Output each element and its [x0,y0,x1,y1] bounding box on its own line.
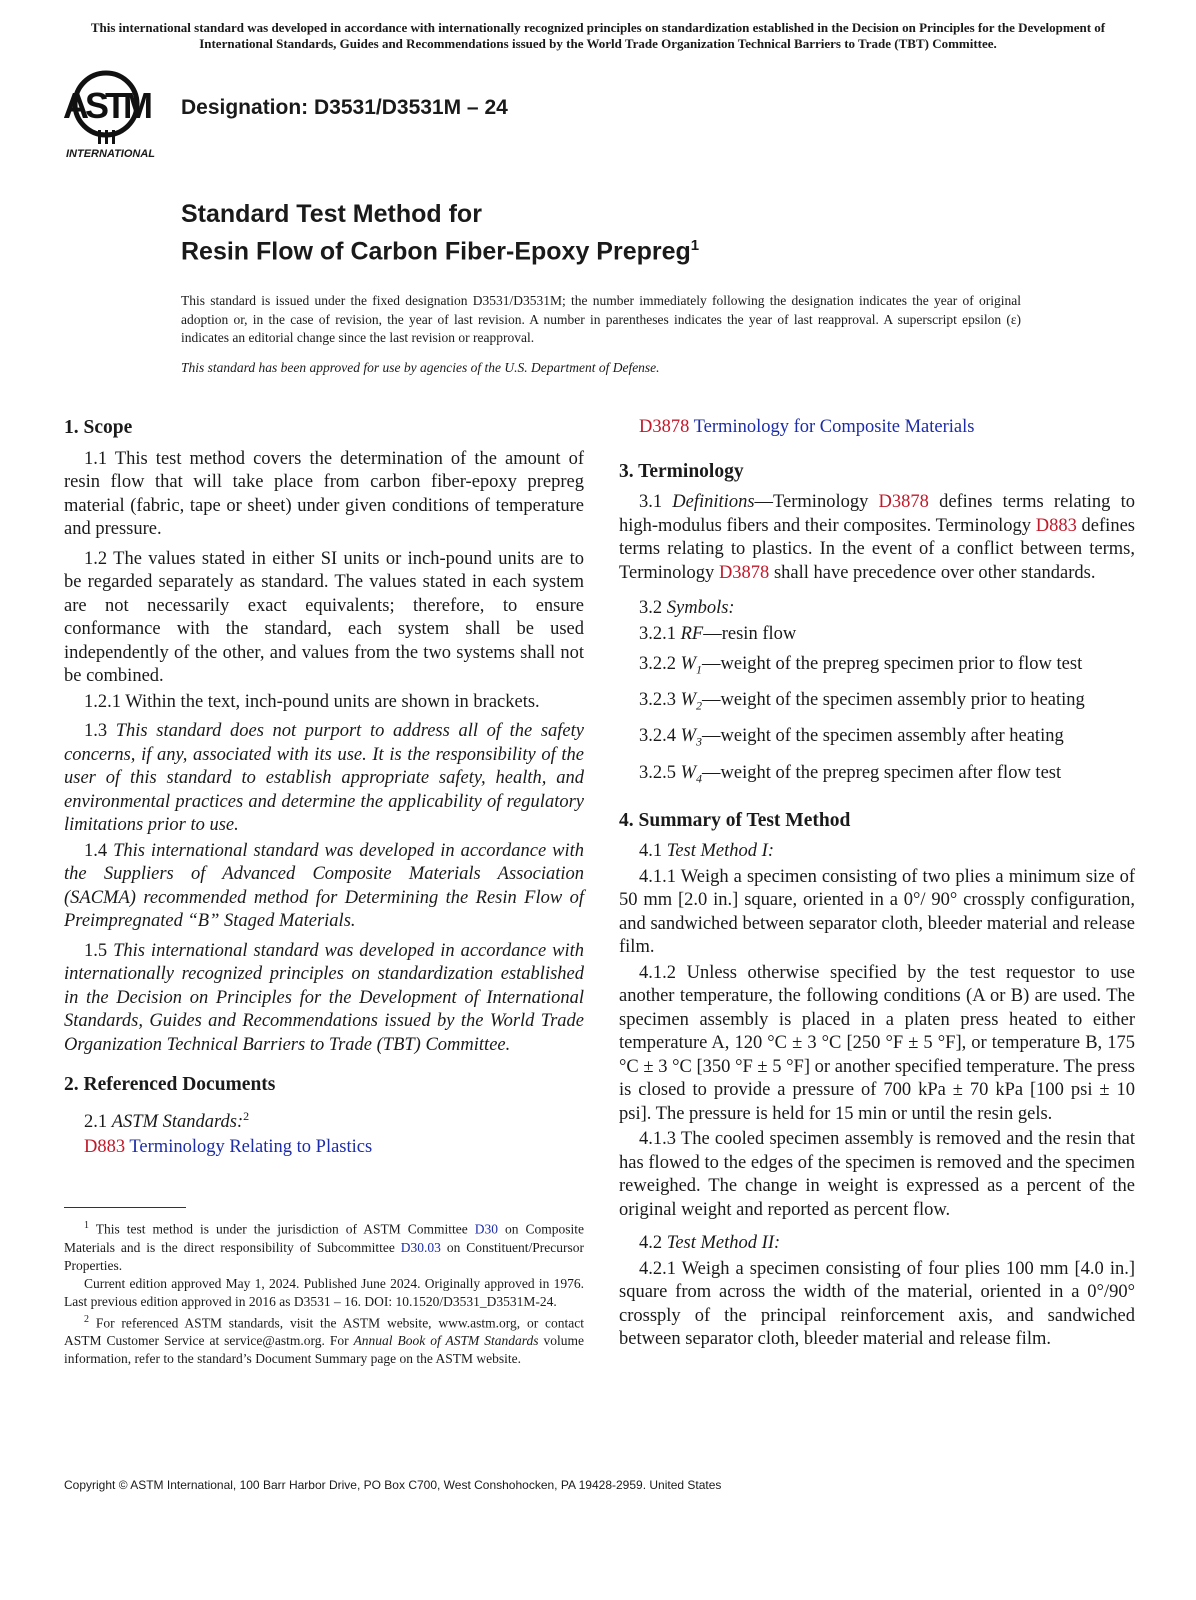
title-line-1: Standard Test Method for [181,200,482,228]
section-heading-referenced: 2. Referenced Documents [64,1074,276,1095]
issue-note: This standard is issued under the fixed designation D3531/D3531M; the number immediately following the designation indicates the year of original adoption or, in the case of revision, the year of last revision. A number in parentheses indicates the year of last reapproval. A superscript epsilon (ε) indicates an editorial change since the last revision or reapproval. [181,293,1021,345]
logo-text: INTERNATIONAL [66,148,156,160]
footnotes [64,1217,584,1368]
designation: Designation: D3531/D3531M – 24 [181,96,508,119]
ref-d883[interactable] [64,1136,584,1160]
page-title [181,198,699,267]
symbol-w3: 3.2.4 $W_3—weight$ of the specimen assembly after heating [639,726,1064,750]
footnote-divider [64,1207,186,1208]
ref-d3878[interactable] [619,416,1135,440]
copyright: Copyright © ASTM International, 100 Barr Harbor Drive, PO Box C700, West Conshohocken, PA 19428-2959. United States [64,1478,722,1492]
para-4-1-3: 4.1.3 The cooled specimen assembly is removed and the resin that has flowed to the edges of the specimen is removed and the specimen reweighed. The change in weight is expressed as a percent of the original weight and reported as percent flow. [619,1129,1135,1220]
link-d3878[interactable]: D3878 [878,492,929,512]
para-4-2-1: 4.2.1 Weigh a specimen consisting of four plies 100 mm [4.0 in.] square from across the width of the material, oriented in a 0°/90° crossply of the principal reinforcement axis, and sandwiched between separator cloth, bleeder material and release film. [619,1258,1135,1350]
para-1-5: 1.5 This international standard was developed in accordance with internationally recognized principles on standardization established in the Decision on Principles for the Development of International Standards, Guides and Recommendations issued by the World Trade Organization Technical Barriers to Trade (TBT) Committee. [64,940,585,1055]
symbol-w4: 3.2.5 $W_4—weight$ of the prepreg specimen after flow test [639,762,1062,786]
link-d30-03[interactable]: D30.03 [400,1239,441,1255]
wto-notice: This international standard was developed in accordance with internationally recognized principles on standardization established in the Decision on Principles for the Development of International Standards, Guides and Recommendations issued by the World Trade Organization Technical Barriers to Trade (TBT) Committee. [90,20,1106,51]
title-footnote-mark: 1 [690,237,700,254]
section-heading-terminology: 3. Terminology [619,460,744,482]
para-3-2: 3.2 Symbols: [639,598,735,618]
para-1-4: 1.4 This international standard was developed in accordance with the Suppliers of Advanced Composite Materials Association (SACMA) recommended method for Determining the Resin Flow of Preimpregnated “B” Staged Materials. [64,840,585,931]
link-d883[interactable]: D883 [1035,515,1077,536]
link-d3878-2[interactable]: D3878 [718,562,770,583]
section-heading-scope: 1. Scope [64,417,133,438]
footnote-edition: Current edition approved May 1, 2024. Published June 2024. Originally approved in 1976. Last previous edition approved in 2016 as D3531 – 16. DOI: 10.1520/D3531_D3531M-24. [64,1275,584,1309]
dod-note: This standard has been approved for use by agencies of the U.S. Department of Defense. [181,360,660,375]
para-1-3: 1.3 This standard does not purport to address all of the safety concerns, if any, associated with its use. It is the responsibility of the user of this standard to establish appropriate safety, health, and environmental practices and determine the applicability of regulatory limitations prior to use. [64,721,584,835]
para-4-2: 4.2 Test Method II: [639,1233,781,1254]
right-column [619,416,1135,1358]
footnote-2: $^2$ For referenced ASTM standards, visit the ASTM website, www.astm.org, or contact ASTM Customer Service at service@astm.org. For Annual Book of ASTM Standards volume information, refer to the standard’s Document Summary page on the ASTM website. [64,1313,584,1366]
ref-title-d883[interactable]: Terminology Relating to Plastics [129,1137,373,1158]
ref-title-d3878[interactable]: Terminology for Composite Materials [693,417,975,437]
para-1-2: 1.2 The values stated in either SI units or inch-pound units are to be regarded separately as standard. The values stated in each system are not necessarily exact equivalents; therefore, to ensure conformance with the standard, each system shall be used independently of the other, and values from the two systems shall not be combined. [64,548,584,686]
link-d30[interactable]: D30 [474,1221,498,1237]
title-line-2: Resin Flow of Carbon Fiber-Epoxy Prepreg$^1$ [181,237,700,266]
symbol-w2: 3.2.3 $W_2—weight$ of the specimen assembly prior to heating [639,690,1085,713]
ref-code-d883[interactable]: D883 [84,1137,126,1158]
footnote-1: $^1$ This test method is under the jurisdiction of ASTM Committee D30 on Composite Materials and is the direct responsibility of Subcommittee D30.03 on Constituent/Precursor Properties. [64,1220,584,1273]
left-column [64,416,584,1166]
section-heading-summary: 4. Summary of Test Method [619,809,851,831]
para-4-1-2: 4.1.2 Unless otherwise specified by the test requestor to use another temperature, the following conditions (A or B) are used. The specimen assembly is placed in a platen press heated to either temperature A, 120 °C ± 3 °C [250 °F ± 5 °F], or temperature B, 175 °C ± 3 °C [350 °F ± 5 °F] or another specified temperature. The press is closed to provide a pressure of 700 kPa ± 70 kPa [100 psi ± 10 psi]. The pressure is held for 15 min or until the resin gels. [619,962,1135,1124]
para-3-1: 3.1 Definitions—Terminology D3878 defines terms relating to high-modulus fibers and their composites. Terminology D883 defines terms relating to plastics. In the event of a conflict between terms, Terminology D3878 shall have precedence over other standards. [619,492,1135,583]
svg-text:ASTM: ASTM [63,85,149,126]
para-4-1: 4.1 Test Method I: [639,841,774,862]
para-1-2-1: 1.2.1 Within the text, inch-pound units are shown in brackets. [84,691,540,712]
symbol-w1: 3.2.2 $W_1—weight$ of the prepreg specimen prior to flow test [639,654,1083,677]
symbol-rf: 3.2.1 RF—resin flow [639,623,797,644]
ref-code-d3878[interactable]: D3878 [639,417,690,437]
para-1-1: 1.1 This test method covers the determination of the amount of resin flow that will take place from carbon fiber-epoxy prepreg material (fabric, tape or sheet) under given conditions of temperature and pressure. [64,448,584,539]
para-2-1: 2.1 ASTM Standards:$^2$ [84,1108,250,1132]
para-4-1-1: 4.1.1 Weigh a specimen consisting of two plies a minimum size of 50 mm [2.0 in.] square, oriented in a 0°/ 90° crossply configuration, and sandwiched between separator cloth, bleeder material and release film. [619,866,1135,958]
astm-logo [62,68,172,168]
